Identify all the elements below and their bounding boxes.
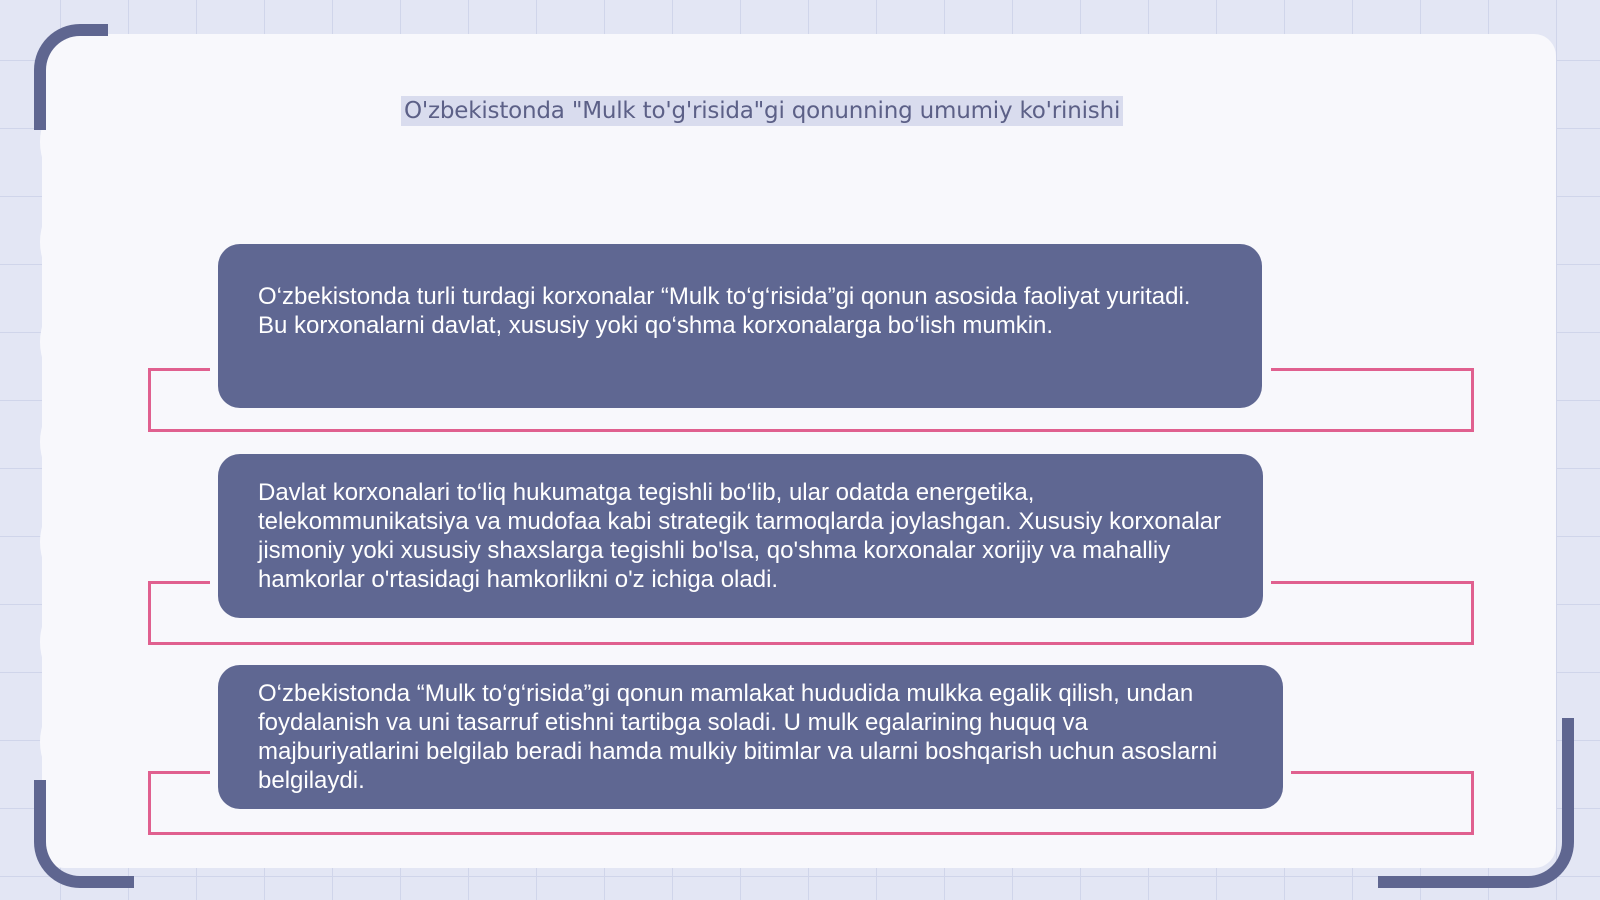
info-card (218, 454, 1263, 618)
info-card-text: O‘zbekistonda “Mulk to‘g‘risida”gi qonun mamlakat hududida mulkka egalik qilish, undan foydalanish va uni tasarruf etishni tartibga soladi. U mulk egalarining huquq va majburiyatlarini belgilab beradi hamda mulkiy bitimlar va ularni boshqarish uchun asoslarni belgilaydi. (258, 680, 1218, 794)
corner-bracket-top-left (34, 24, 108, 130)
info-card (218, 244, 1262, 408)
paper-scallop (40, 510, 74, 574)
paper-scallop (40, 310, 74, 374)
corner-bracket-bottom-left (34, 780, 134, 888)
info-card (218, 665, 1283, 809)
slide-title: O'zbekistonda "Mulk to'g'risida"gi qonunning umumiy ko'rinishi (401, 96, 1123, 126)
paper-scallop (40, 210, 74, 274)
paper-scallop (40, 610, 74, 674)
paper-scallop (40, 410, 74, 474)
info-card-text: Davlat korxonalari to‘liq hukumatga tegishli bo‘lib, ular odatda energetika, telekommunikatsiya va mudofaa kabi strategik tarmoqlarda joylashgan. Xususiy korxonalar jismoniy yoki xususiy shaxslarga tegishli bo'lsa, qo'shma korxonalar xorijiy va mahalliy hamkorlar o'rtasidagi hamkorlikni o'z ichiga oladi. (258, 479, 1222, 593)
paper-scallop (40, 710, 74, 774)
info-card-text: O‘zbekistonda turli turdagi korxonalar “Mulk to‘g‘risida”gi qonun asosida faoliyat yuritadi. Bu korxonalarni davlat, xususiy yoki qo‘shma korxonalarga bo‘lish mumkin. (258, 283, 1191, 339)
